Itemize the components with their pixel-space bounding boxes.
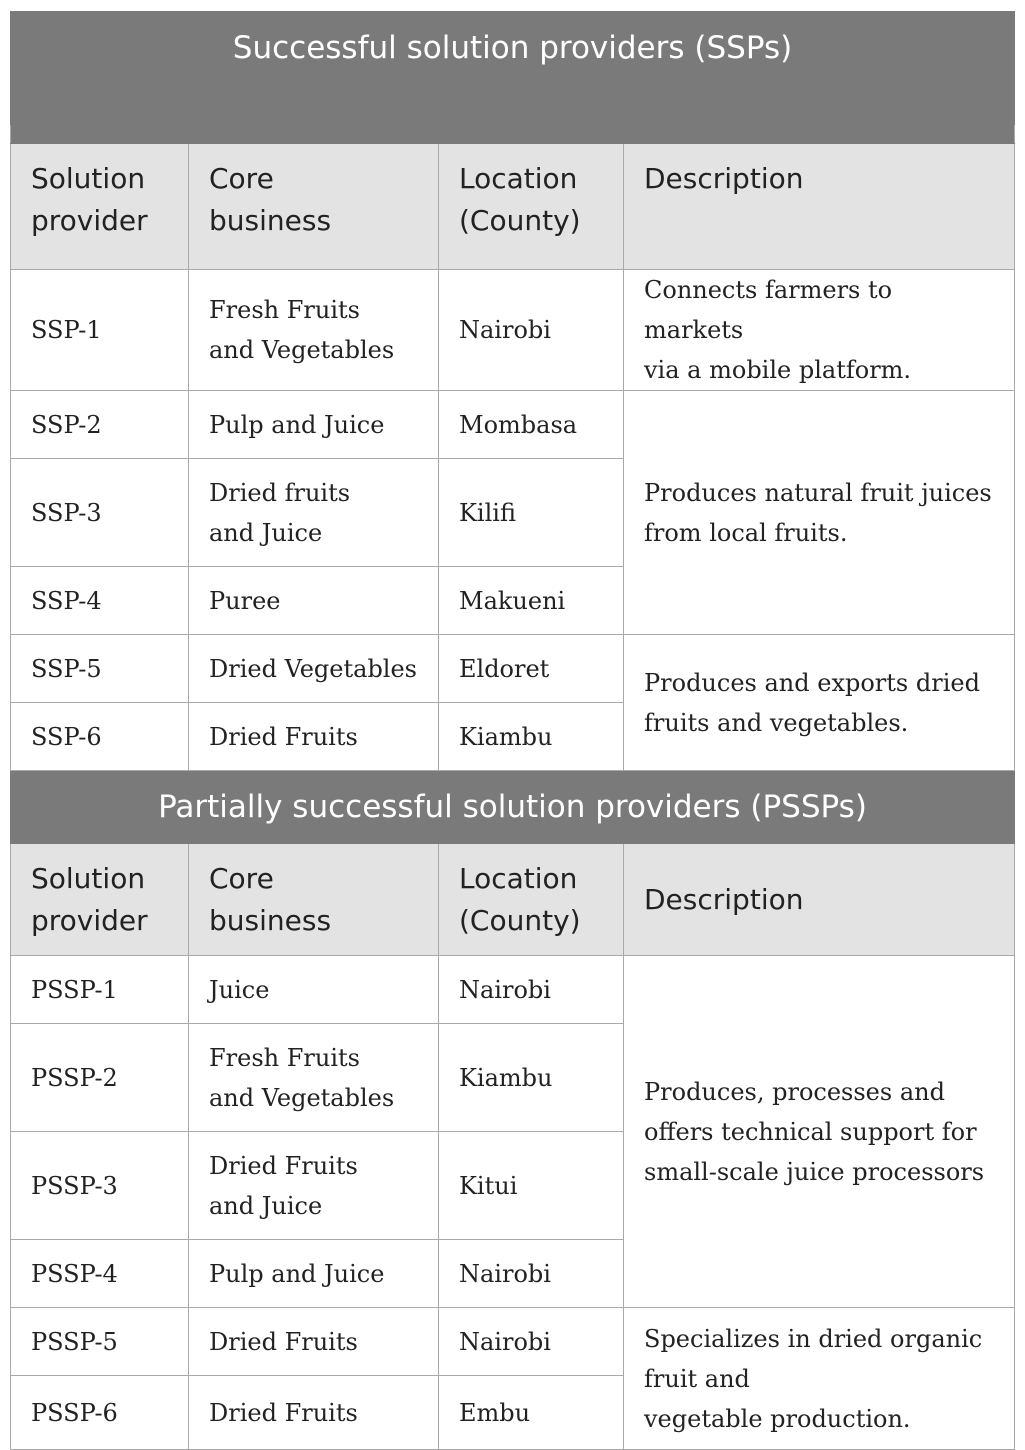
header-solution-provider: Solution provider [11, 844, 189, 956]
header-description: Description [624, 844, 1015, 956]
cell-provider: PSSP-1 [11, 956, 189, 1024]
cell-business: Pulp and Juice [189, 391, 439, 459]
cell-location: Nairobi [439, 956, 624, 1024]
header-core-business: Core business [189, 144, 439, 270]
table-header-row [11, 144, 1015, 270]
cell-location: Kilifi [439, 459, 624, 567]
cell-location: Nairobi [439, 1240, 624, 1308]
section-title-row [11, 771, 1015, 844]
cell-location: Makueni [439, 567, 624, 635]
header-description: Description [624, 144, 1015, 270]
cell-provider: PSSP-5 [11, 1308, 189, 1376]
cell-provider: PSSP-2 [11, 1024, 189, 1132]
cell-business: Pulp and Juice [189, 1240, 439, 1308]
cell-business: Puree [189, 567, 439, 635]
cell-provider: SSP-4 [11, 567, 189, 635]
cell-business: Juice [189, 956, 439, 1024]
cell-location: Mombasa [439, 391, 624, 459]
cell-business: Dried Fruits and Juice [189, 1132, 439, 1240]
providers-table [10, 11, 1015, 1450]
table-row [11, 270, 1015, 391]
cell-business: Dried Vegetables [189, 635, 439, 703]
table-header-row [11, 844, 1015, 956]
cell-provider: PSSP-6 [11, 1376, 189, 1450]
cell-provider: PSSP-4 [11, 1240, 189, 1308]
cell-business: Fresh Fruits and Vegetables [189, 270, 439, 391]
section-title-ssp: Successful solution providers (SSPs) [11, 12, 1015, 125]
cell-location: Kiambu [439, 703, 624, 771]
cell-business: Dried Fruits [189, 1376, 439, 1450]
cell-business: Dried fruits and Juice [189, 459, 439, 567]
cell-description: Produces and exports dried fruits and vegetables. [624, 635, 1015, 771]
cell-business: Fresh Fruits and Vegetables [189, 1024, 439, 1132]
section-title-stripe [11, 125, 1015, 144]
cell-description: Specializes in dried organic fruit and vegetable production. [624, 1308, 1015, 1450]
header-core-business: Core business [189, 844, 439, 956]
cell-description: Produces natural fruit juices from local fruits. [624, 391, 1015, 635]
section-title-pssp: Partially successful solution providers (PSSPs) [11, 771, 1015, 844]
cell-provider: SSP-1 [11, 270, 189, 391]
header-location: Location (County) [439, 844, 624, 956]
section-title-row [11, 12, 1015, 125]
cell-description: Connects farmers to markets via a mobile platform. [624, 270, 1015, 391]
table-row [11, 1308, 1015, 1376]
cell-location: Eldoret [439, 635, 624, 703]
cell-provider: PSSP-3 [11, 1132, 189, 1240]
cell-provider: SSP-3 [11, 459, 189, 567]
cell-provider: SSP-6 [11, 703, 189, 771]
cell-location: Embu [439, 1376, 624, 1450]
cell-provider: SSP-5 [11, 635, 189, 703]
providers-table-container [10, 11, 1014, 1450]
cell-location: Kitui [439, 1132, 624, 1240]
cell-location: Nairobi [439, 1308, 624, 1376]
header-location: Location (County) [439, 144, 624, 270]
table-row [11, 956, 1015, 1024]
cell-business: Dried Fruits [189, 703, 439, 771]
table-row [11, 391, 1015, 459]
header-solution-provider: Solution provider [11, 144, 189, 270]
cell-location: Kiambu [439, 1024, 624, 1132]
cell-location: Nairobi [439, 270, 624, 391]
cell-business: Dried Fruits [189, 1308, 439, 1376]
table-row [11, 635, 1015, 703]
cell-provider: SSP-2 [11, 391, 189, 459]
cell-description: Produces, processes and offers technical support for small-scale juice processors [624, 956, 1015, 1308]
